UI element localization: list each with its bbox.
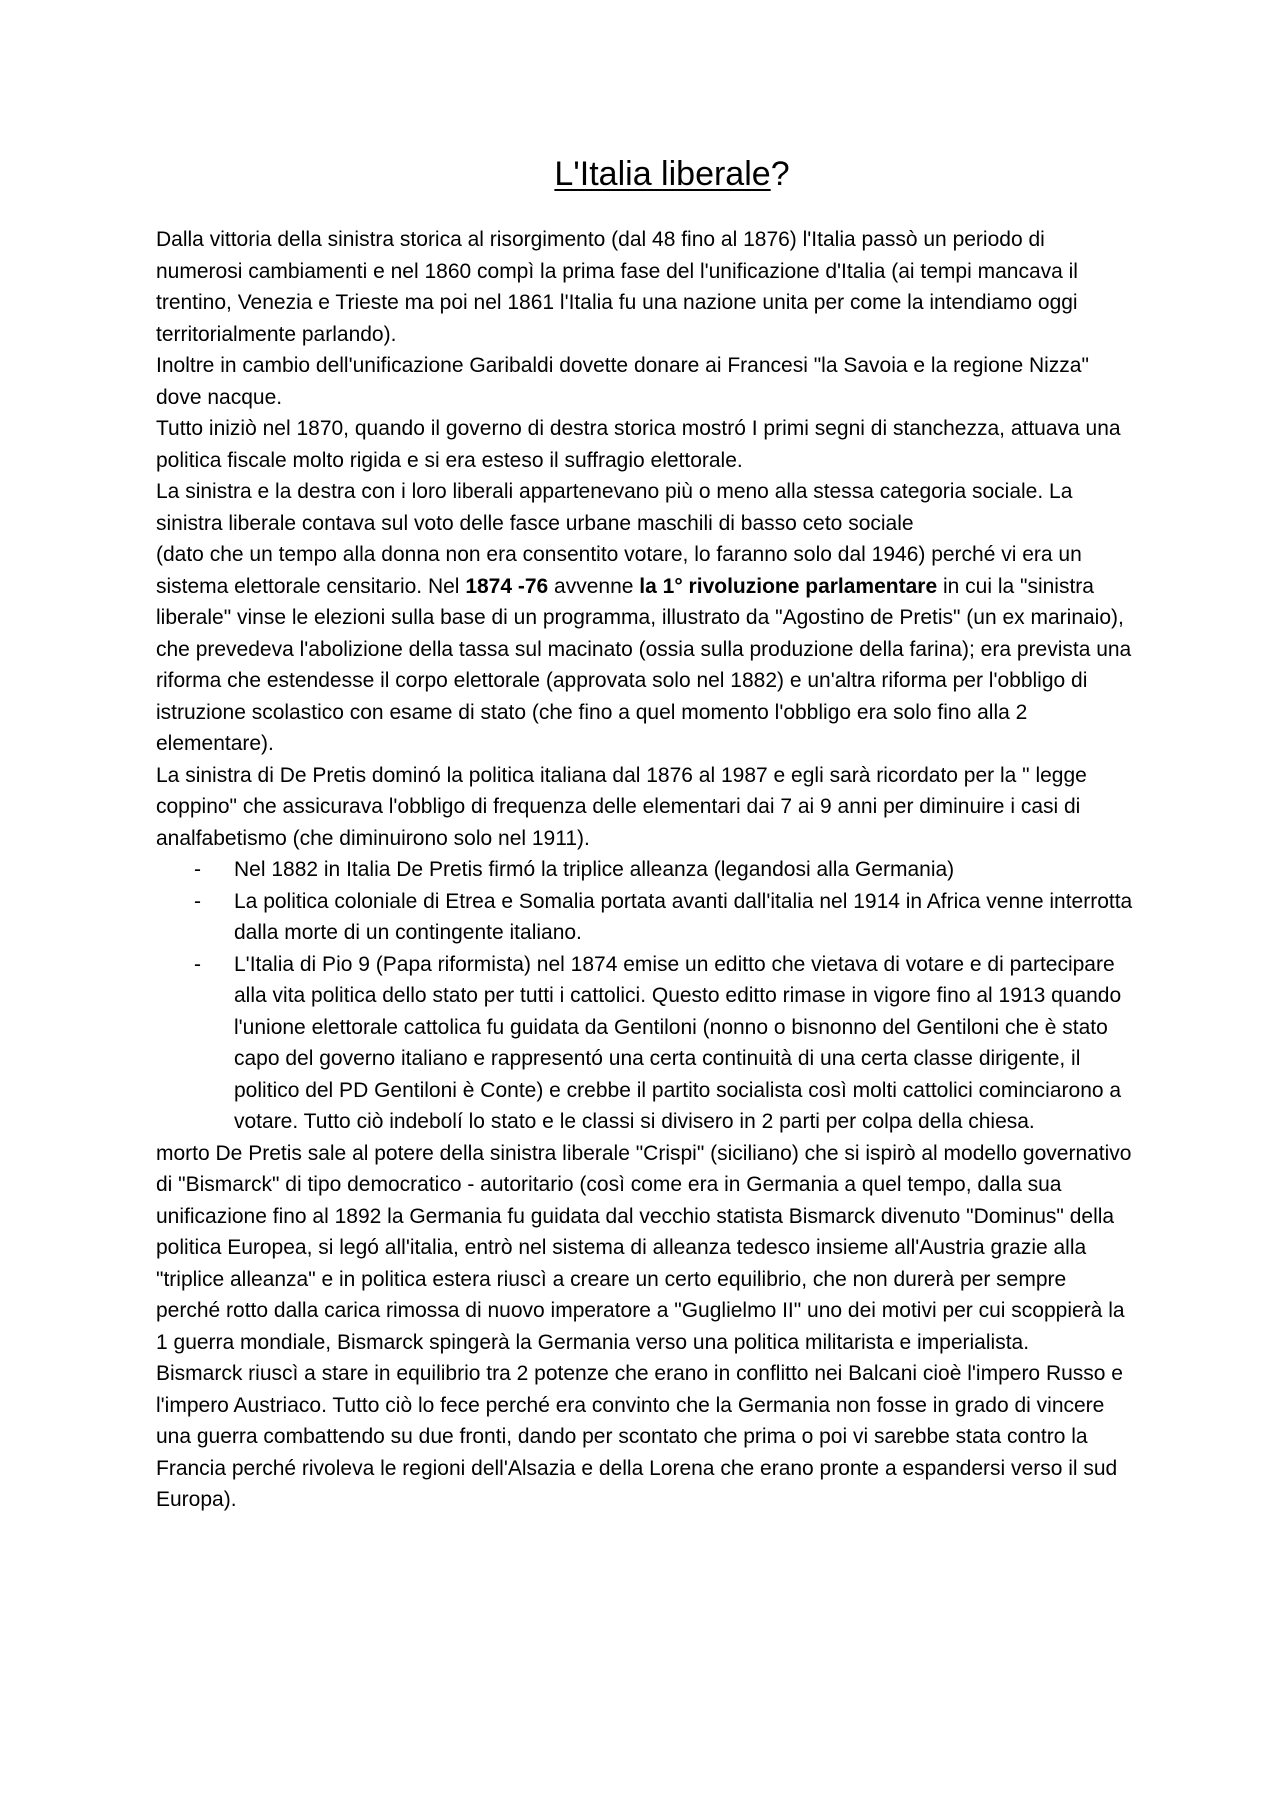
list-item <box>156 854 1136 886</box>
paragraph-5-before: (dato che un tempo alla donna non era consentito votare, lo faranno solo dal 1946) perché vi era un sistema elettorale censitario. Nel <box>156 543 1082 598</box>
document-body <box>156 224 1136 1516</box>
document-page <box>156 152 1136 1516</box>
paragraph-5-middle: avvenne <box>548 574 640 598</box>
paragraph-8: Bismarck riuscì a stare in equilibrio tra 2 potenze che erano in conflitto nei Balcani cioè l'impero Russo e l'impero Austriaco. Tutto ciò lo fece perché era convinto che la Germania non fosse in grado di vincere una guerra combattendo su due fronti, dando per scontato che prima o poi vi sarebbe stata contro la Francia perché rivoleva le regioni dell'Alsazia e della Lorena che erano pronte a espandersi verso il sud Europa). <box>156 1362 1123 1511</box>
list-item-text: Nel 1882 in Italia De Pretis firmó la triplice alleanza (legandosi alla Germania) <box>234 858 955 881</box>
paragraph-2: Inoltre in cambio dell'unificazione Garibaldi dovette donare ai Francesi "la Savoia e la regione Nizza" dove nacque. <box>156 354 1089 409</box>
paragraph-1: Dalla vittoria della sinistra storica al risorgimento (dal 48 fino al 1876) l'Italia passò un periodo di numerosi cambiamenti e nel 1860 compì la prima fase del l'unificazione d'Italia (ai tempi mancava il trentino, Venezia e Trieste ma poi nel 1861 l'Italia fu una nazione unita per come la intendiamo oggi territorialmente parlando). <box>156 228 1078 346</box>
list-item <box>156 949 1136 1138</box>
list-item <box>156 886 1136 949</box>
bullet-list <box>156 854 1136 1138</box>
list-item-text: La politica coloniale di Etrea e Somalia portata avanti dall'italia nel 1914 in Africa venne interrotta dalla morte di un contingente italiano. <box>234 889 1133 944</box>
page-title-suffix: ? <box>770 155 790 193</box>
bold-revolution: la 1° rivoluzione parlamentare <box>639 574 938 598</box>
dash-bullet: - <box>194 952 201 976</box>
page-title-main: L'Italia liberale <box>554 155 771 193</box>
paragraph-5-after: in cui la "sinistra liberale" vinse le elezioni sulla base di un programma, illustrato da "Agostino de Pretis" (un ex marinaio), che prevedeva l'abolizione della tassa sul macinato (ossia sulla produzione della farina); era prevista una riforma che estendesse il corpo elettorale (approvata solo nel 1882) e un'altra riforma per l'obbligo di istruzione scolastico con esame di stato (che fino a quel momento l'obbligo era solo fino alla 2 elementare). <box>156 574 1132 755</box>
page-title <box>156 152 1136 196</box>
paragraph-4: La sinistra e la destra con i loro liberali appartenevano più o meno alla stessa categoria sociale. La sinistra liberale contava sul voto delle fasce urbane maschili di basso ceto sociale <box>156 480 1073 535</box>
paragraph-7: morto De Pretis sale al potere della sinistra liberale "Crispi" (siciliano) che si ispirò al modello governativo di "Bismarck" di tipo democratico - autoritario (così come era in Germania a quel tempo, dalla sua unificazione fino al 1892 la Germania fu guidata dal vecchio statista Bismarck divenuto "Dominus" della politica Europea, si legó all'italia, entrò nel sistema di alleanza tedesco insieme all'Austria grazie alla "triplice alleanza" e in politica estera riuscì a creare un certo equilibrio, che non durerà per sempre perché rotto dalla carica rimossa di nuovo imperatore a "Guglielmo II" uno dei motivi per cui scoppierà la 1 guerra mondiale, Bismarck spingerà la Germania verso una politica militarista e imperialista. <box>156 1141 1132 1354</box>
paragraph-5 <box>156 539 1136 760</box>
list-item-text: L'Italia di Pio 9 (Papa riformista) nel 1874 emise un editto che vietava di votare e di partecipare alla vita politica dello stato per tutti i cattolici. Questo editto rimase in vigore fino al 1913 quando l'unione elettorale cattolica fu guidata da Gentiloni (nonno o bisnonno del Gentiloni che è stato capo del governo italiano e rappresentó una certa continuità di una certa classe dirigente, il politico del PD Gentiloni è Conte) e crebbe il partito socialista così molti cattolici cominciarono a votare. Tutto ciò indebolí lo stato e le classi si divisero in 2 parti per colpa della chiesa. <box>234 952 1122 1133</box>
paragraph-3: Tutto iniziò nel 1870, quando il governo di destra storica mostró I primi segni di stanchezza, attuava una politica fiscale molto rigida e si era esteso il suffragio elettorale. <box>156 417 1121 472</box>
bold-years: 1874 -76 <box>465 574 549 598</box>
paragraph-6: La sinistra di De Pretis dominó la politica italiana dal 1876 al 1987 e egli sarà ricordato per la " legge coppino" che assicurava l'obbligo di frequenza delle elementari dai 7 ai 9 anni per diminuire i casi di analfabetismo (che diminuirono solo nel 1911). <box>156 763 1087 850</box>
dash-bullet: - <box>194 889 201 913</box>
dash-bullet: - <box>194 858 201 881</box>
